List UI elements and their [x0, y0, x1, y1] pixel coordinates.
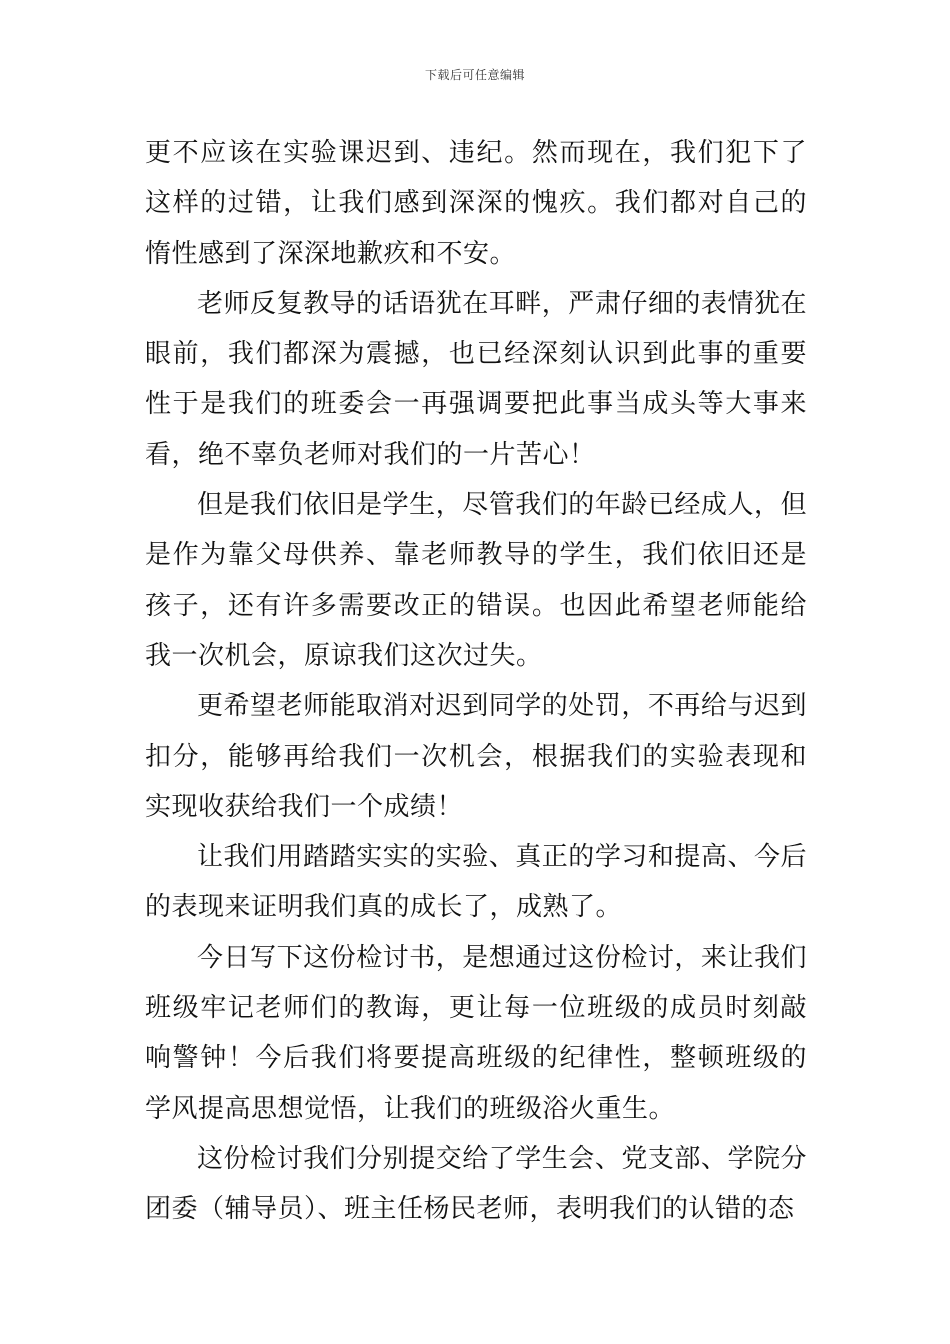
paragraph: 这份检讨我们分别提交给了学生会、党支部、学院分团委（辅导员）、班主任杨民老师，表明我们的认错的态 [145, 1143, 807, 1225]
paragraph: 让我们用踏踏实实的实验、真正的学习和提高、今后的表现来证明我们真的成长了，成熟了。 [145, 842, 807, 923]
paragraph: 更不应该在实验课迟到、违纪。然而现在，我们犯下了这样的过错，让我们感到深深的愧疚。我们都对自己的惰性感到了深深地歉疚和不安。 [145, 138, 807, 269]
document-body [145, 128, 807, 1235]
paragraph: 更希望老师能取消对迟到同学的处罚，不再给与迟到扣分，能够再给我们一次机会，根据我们的实验表现和实现收获给我们一个成绩！ [145, 691, 807, 822]
page-header: 下载后可任意编辑 [424, 68, 525, 82]
paragraph: 但是我们依旧是学生，尽管我们的年龄已经成人，但是作为靠父母供养、靠老师教导的学生，我们依旧还是孩子，还有许多需要改正的错误。也因此希望老师能给我一次机会，原谅我们这次过失。 [145, 490, 807, 671]
paragraph: 老师反复教导的话语犹在耳畔，严肃仔细的表情犹在眼前，我们都深为震撼，也已经深刻认识到此事的重要性于是我们的班委会一再强调要把此事当成头等大事来看，绝不辜负老师对我们的一片苦心！ [145, 288, 807, 470]
paragraph: 今日写下这份检讨书，是想通过这份检讨，来让我们班级牢记老师们的教诲，更让每一位班级的成员时刻敲响警钟！今后我们将要提高班级的纪律性，整顿班级的学风提高思想觉悟，让我们的班级浴火重生。 [145, 942, 807, 1124]
